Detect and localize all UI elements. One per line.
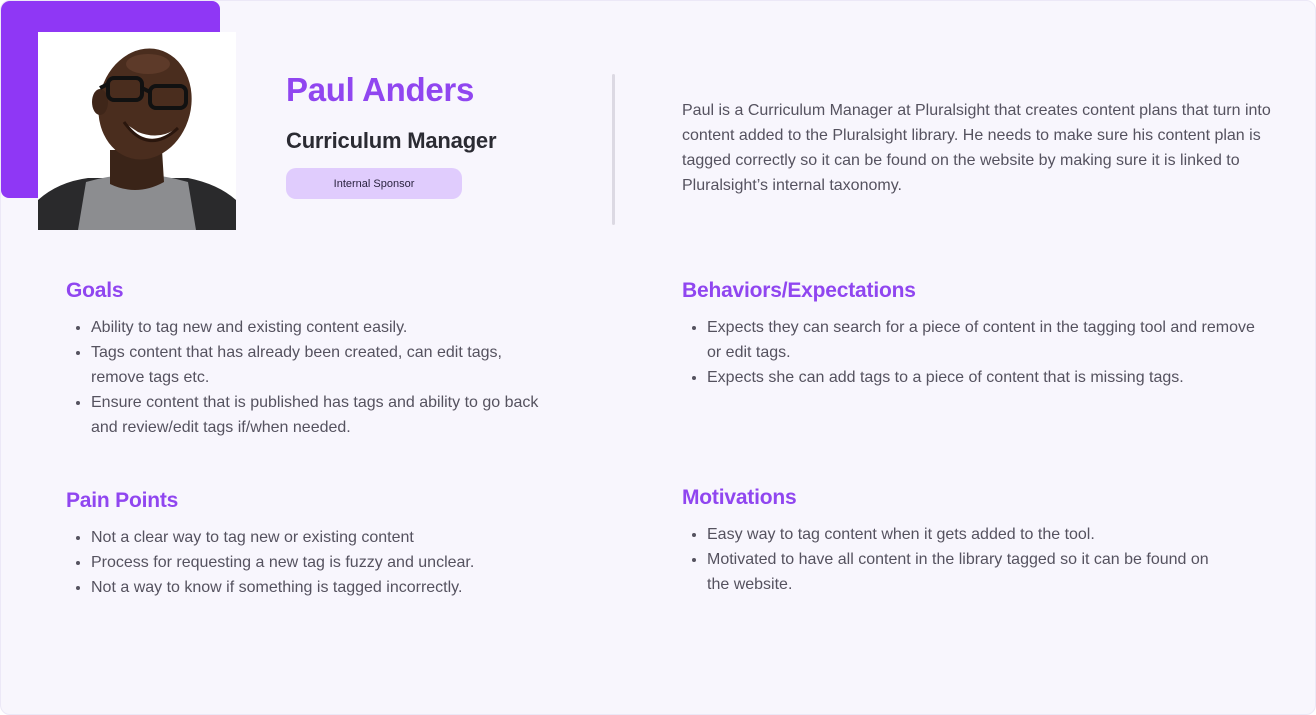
- list-item: • Ensure content that is published has tags and ability to go back and review/edit tags if/when needed.: [91, 390, 556, 440]
- goals-title: Goals: [66, 279, 124, 302]
- persona-badge: Internal Sponsor: [286, 168, 462, 199]
- persona-role: Curriculum Manager: [286, 128, 497, 153]
- pain-points-title: Pain Points: [66, 489, 179, 512]
- list-item: • Expects they can search for a piece of content in the tagging tool and remove or edit tags.: [707, 315, 1262, 365]
- list-item: • Motivated to have all content in the library tagged so it can be found on the website.: [707, 547, 1222, 597]
- persona-name: Paul Anders: [286, 71, 475, 108]
- behaviors-section: [682, 279, 1262, 390]
- header-divider: [612, 74, 615, 225]
- behaviors-title: Behaviors/Expectations: [682, 279, 916, 302]
- list-item: • Process for requesting a new tag is fuzzy and unclear.: [91, 550, 586, 575]
- motivations-list: [682, 522, 1222, 597]
- persona-photo: [38, 32, 236, 230]
- motivations-title: Motivations: [682, 486, 797, 509]
- behaviors-list: [682, 315, 1262, 390]
- list-item: • Easy way to tag content when it gets added to the tool.: [707, 522, 1222, 547]
- list-item: • Expects she can add tags to a piece of content that is missing tags.: [707, 365, 1262, 390]
- persona-portrait-illustration: [38, 32, 236, 230]
- list-item: • Not a clear way to tag new or existing content: [91, 525, 586, 550]
- motivations-section: [682, 486, 1222, 597]
- pain-points-list: [66, 525, 586, 600]
- list-item: • Not a way to know if something is tagged incorrectly.: [91, 575, 586, 600]
- pain-points-section: [66, 489, 586, 600]
- persona-summary: Paul is a Curriculum Manager at Pluralsight that creates content plans that turn into content added to the Pluralsight library. He needs to make sure his content plan is tagged correctly so it can be found on the website by making sure it is linked to Pluralsight’s internal taxonomy.: [682, 102, 1271, 194]
- list-item: • Tags content that has already been created, can edit tags, remove tags etc.: [91, 340, 556, 390]
- goals-list: [66, 315, 556, 440]
- list-item: • Ability to tag new and existing content easily.: [91, 315, 556, 340]
- goals-section: [66, 279, 556, 440]
